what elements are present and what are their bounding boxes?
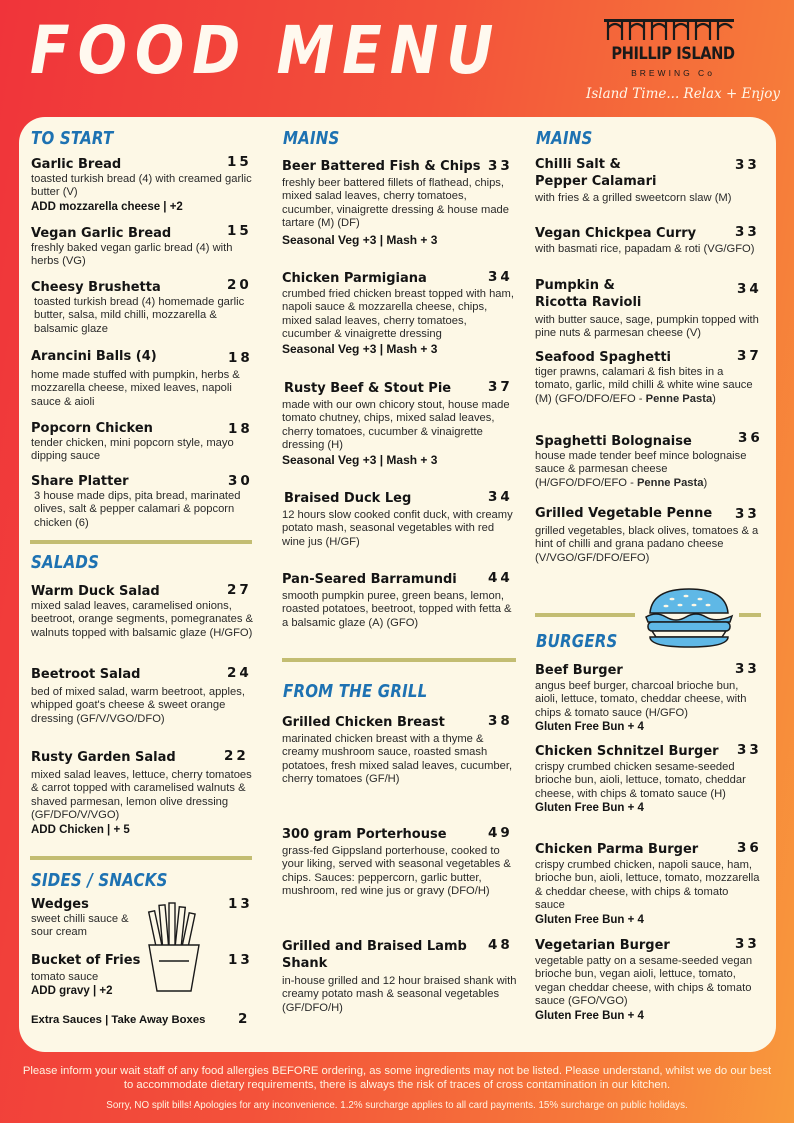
item-desc: mixed salad leaves, caramelised onions, beetroot, orange segments, pomegranates & walnuts topped with balsamic glaze (H/GFO)	[31, 600, 254, 639]
item-desc: grilled vegetables, black olives, tomatoes & a hint of chilli and grana padano cheese (V/VGO/GF/DFO/EFO)	[535, 525, 759, 564]
item-desc: made with our own chicory stout, house made tomato chutney, chips, mixed salad leaves, cherry tomatoes, cucumber & vinaigrette dressing (H)	[282, 399, 510, 452]
item-desc: crispy crumbed chicken, napoli sauce, ham, brioche bun, aioli, lettuce, tomato, mozzarella & cheddar cheese, with chips & tomato sauce	[535, 859, 760, 912]
item-extra: ADD gravy | +2	[31, 985, 113, 998]
item-extra: Seasonal Veg +3 | Mash + 3	[282, 452, 438, 467]
item-price: 36	[738, 430, 763, 446]
bridge-icon	[604, 16, 734, 40]
menu-item	[282, 490, 518, 549]
item-name: Seafood Spaghetti	[535, 350, 672, 365]
item-price: 24	[227, 665, 252, 681]
item-price: 2	[238, 1011, 251, 1027]
item-price: 15	[227, 154, 252, 170]
item-price: 36	[737, 840, 762, 856]
item-price: 33	[735, 224, 760, 240]
item-name: Pumpkin & Ricotta Ravioli	[535, 278, 642, 310]
menu-item	[31, 156, 256, 215]
item-extra: Seasonal Veg +3 | Mash + 3	[282, 341, 438, 356]
item-name: Grilled Chicken Breast	[282, 715, 445, 730]
billing-notice: Sorry, NO split bills! Apologies for any inconvenience. 1.2% surcharge applies to all card payments. 15% surcharge on public holidays.	[106, 1100, 688, 1111]
item-name: Grilled and Braised Lamb Shank	[282, 939, 467, 971]
item-desc: house made tender beef mince bolognaise sauce & parmesan cheese	[535, 450, 747, 476]
item-name: Garlic Bread	[31, 157, 122, 172]
item-desc: smooth pumpkin puree, green beans, lemon, roasted potatoes, beetroot, topped with fetta & a balsamic glaze (A) (GFO)	[282, 590, 512, 629]
menu-item	[282, 571, 518, 630]
item-name: Popcorn Chicken	[31, 421, 153, 436]
menu-item	[282, 270, 518, 357]
item-desc: 12 hours slow cooked confit duck, with creamy potato mash, seasonal vegetables with red wine jus (H/GF)	[282, 509, 513, 548]
item-desc: toasted turkish bread (4) with creamed garlic butter (V)	[31, 173, 252, 199]
item-desc: in-house grilled and 12 hour braised shank with creamy potato mash & seasonal vegetables (GF/DFO/H)	[282, 975, 517, 1014]
item-price: 37	[488, 379, 513, 395]
item-diet: (M) (GFO/DFO/EFO - Penne Pasta)	[535, 392, 716, 405]
item-name: Pan-Seared Barramundi	[282, 572, 457, 587]
item-name: 300 gram Porterhouse	[282, 827, 447, 842]
item-name: Warm Duck Salad	[31, 584, 160, 599]
item-name: Extra Sauces | Take Away Boxes	[31, 1014, 206, 1026]
item-price: 33	[735, 936, 760, 952]
item-price: 13	[228, 896, 253, 912]
item-name: Chilli Salt & Pepper Calamari	[535, 157, 657, 189]
item-extra: ADD Chicken | + 5	[31, 823, 130, 836]
item-desc: tomato sauce	[31, 971, 99, 983]
menu-item	[282, 826, 518, 899]
menu-item	[31, 896, 256, 940]
item-price: 44	[488, 570, 513, 586]
item-desc: freshly baked vegan garlic bread (4) with herbs (VG)	[31, 242, 233, 268]
item-name: Beef Burger	[535, 663, 623, 678]
menu-item	[31, 583, 256, 640]
divider	[739, 613, 761, 617]
item-name: Wedges	[31, 897, 89, 912]
menu-item	[535, 841, 761, 928]
item-price: 48	[488, 937, 513, 953]
heading-salads: SALADS	[31, 553, 100, 573]
item-name: Braised Duck Leg	[284, 491, 412, 506]
item-desc: crispy crumbed chicken sesame-seeded brioche bun, aioli, lettuce, tomato, cheddar cheese, with chips & tomato sauce (H)	[535, 761, 746, 800]
item-name: Rusty Beef & Stout Pie	[284, 381, 452, 396]
tagline: Island Time... Relax + Enjoy	[586, 86, 781, 102]
menu-item	[535, 743, 761, 816]
menu-panel	[19, 117, 776, 1052]
item-name: Grilled Vegetable Penne	[535, 506, 713, 521]
item-price: 15	[227, 223, 252, 239]
menu-item	[31, 473, 256, 530]
menu-item	[31, 749, 256, 838]
menu-item	[31, 348, 256, 409]
menu-item	[31, 666, 256, 726]
divider	[30, 540, 252, 544]
item-price: 34	[737, 281, 762, 297]
item-price: 33	[488, 158, 513, 174]
divider	[535, 613, 635, 617]
menu-item	[535, 277, 761, 341]
item-desc: angus beef burger, charcoal brioche bun, aioli, lettuce, tomato, cheddar cheese, with chips & tomato sauce (H/GFO)	[535, 680, 747, 719]
menu-item	[535, 662, 761, 735]
heading-mains-2: MAINS	[536, 129, 593, 149]
item-desc: freshly beer battered fillets of flathead, chips, mixed salad leaves, cherry tomatoes, cucumber, vinaigrette dressing & house made tartare (M) (DF)	[282, 177, 509, 230]
item-price: 20	[227, 277, 252, 293]
item-desc: sweet chilli sauce & sour cream	[31, 913, 129, 939]
menu-item	[535, 225, 761, 256]
menu-item	[282, 158, 518, 248]
heading-mains: MAINS	[283, 129, 340, 149]
item-extra: Gluten Free Bun + 4	[535, 802, 644, 815]
menu-item	[535, 505, 761, 565]
item-desc: mixed salad leaves, lettuce, cherry tomatoes & carrot topped with caramelised walnuts & shaved parmesan, lemon olive dressing (GF/DFO/V/VGO)	[31, 769, 252, 822]
item-name: Beer Battered Fish & Chips	[282, 159, 481, 174]
item-desc: 3 house made dips, pita bread, marinated olives, salt & pepper calamari & popcorn chicken (6)	[34, 490, 241, 529]
menu-item	[31, 279, 256, 336]
item-desc: tender chicken, mini popcorn style, mayo dipping sauce	[31, 437, 234, 463]
item-price: 13	[228, 952, 253, 968]
item-price: 37	[737, 348, 762, 364]
item-desc: bed of mixed salad, warm beetroot, apples, whipped goat's cheese & sweet orange dressing (GF/V/VGO/DFO)	[31, 686, 245, 725]
item-desc: with fries & a grilled sweetcorn slaw (M)	[535, 192, 732, 204]
item-desc: grass-fed Gippsland porterhouse, cooked to your liking, served with seasonal vegetables & chips. Sauces: peppercorn, garlic butter, mushroom, red wine jus or gravy (DFO/H)	[282, 845, 511, 898]
item-name: Bucket of Fries	[31, 953, 141, 968]
item-price: 38	[488, 713, 513, 729]
heading-sides: SIDES / SNACKS	[31, 871, 168, 891]
brand-sub: BREWING Co	[631, 68, 715, 78]
brand-name: PHILLIP ISLAND	[611, 44, 735, 64]
item-price: 18	[228, 421, 253, 437]
menu-item	[282, 938, 518, 1015]
menu-item	[31, 225, 256, 269]
item-diet: (H/GFO/DFO/EFO - Penne Pasta)	[535, 476, 708, 489]
item-extra: Gluten Free Bun + 4	[535, 1009, 644, 1022]
item-name: Spaghetti Bolognaise	[535, 434, 692, 449]
item-name: Chicken Schnitzel Burger	[535, 744, 719, 759]
allergy-notice: Please inform your wait staff of any food allergies BEFORE ordering, as some ingredients may not be listed. Please understand, whilst we do our best to accommodate dietary requirements, there is always the risk of traces of cross contamination in our kitchen.	[22, 1065, 772, 1091]
item-name: Chicken Parma Burger	[535, 842, 699, 857]
item-price: 30	[228, 473, 253, 489]
item-desc: vegetable patty on a sesame-seeded vegan brioche bun, vegan aioli, lettuce, tomato, vegan cheddar cheese, with chips & tomato sauce (GFO/VGO)	[535, 955, 753, 1008]
menu-item	[282, 380, 518, 468]
item-price: 34	[488, 269, 513, 285]
menu-item	[282, 714, 518, 787]
item-name: Arancini Balls (4)	[31, 349, 157, 364]
menu-item	[535, 430, 763, 490]
item-desc: with butter sauce, sage, pumpkin topped with pine nuts & parmesan cheese (V)	[535, 314, 759, 340]
menu-item	[535, 349, 761, 406]
heading-grill: FROM THE GRILL	[283, 682, 428, 702]
item-price: 33	[735, 661, 760, 677]
item-price: 22	[224, 748, 249, 764]
item-price: 33	[735, 506, 760, 522]
item-desc: toasted turkish bread (4) homemade garlic butter, salsa, mild chilli, mozzarella & balsamic glaze	[34, 296, 245, 335]
item-extra: Gluten Free Bun + 4	[535, 721, 644, 734]
item-extra: ADD mozzarella cheese | +2	[31, 200, 183, 213]
item-desc: marinated chicken breast with a thyme & creamy mushroom sauce, roasted smash potatoes, fresh mixed salad leaves, cucumber, cherry tomatoes (GF/H)	[282, 733, 513, 786]
item-price: 18	[228, 350, 253, 366]
menu-item	[31, 1013, 256, 1028]
item-price: 34	[488, 489, 513, 505]
menu-item	[535, 937, 761, 1024]
menu-item	[31, 420, 256, 464]
item-desc: home made stuffed with pumpkin, herbs & mozzarella cheese, mixed leaves, napoli sauce & aioli	[31, 369, 240, 408]
item-desc: tiger prawns, calamari & fish bites in a tomato, garlic, mild chilli & white wine sauce	[535, 366, 753, 392]
item-name: Vegan Garlic Bread	[31, 226, 172, 241]
item-name: Rusty Garden Salad	[31, 750, 176, 765]
item-price: 33	[735, 157, 760, 173]
item-price: 49	[488, 825, 513, 841]
heading-burgers: BURGERS	[536, 632, 618, 652]
heading-to-start: TO START	[31, 129, 114, 149]
menu-title: FOOD MENU	[30, 12, 502, 89]
divider	[282, 658, 516, 662]
divider	[30, 856, 252, 860]
menu-item	[31, 952, 256, 999]
item-desc: crumbed fried chicken breast topped with ham, napoli sauce & mozzarella cheese, chips, mixed salad leaves, cherry tomatoes, cucumber & vinaigrette dressing	[282, 288, 514, 341]
item-name: Chicken Parmigiana	[282, 271, 427, 286]
item-name: Share Platter	[31, 474, 129, 489]
menu-item	[535, 156, 761, 205]
item-price: 33	[737, 742, 762, 758]
burger-icon	[642, 587, 736, 649]
item-extra: Seasonal Veg +3 | Mash + 3	[282, 232, 438, 247]
item-name: Vegan Chickpea Curry	[535, 226, 697, 241]
item-name: Vegetarian Burger	[535, 938, 670, 953]
item-price: 27	[227, 582, 252, 598]
item-name: Beetroot Salad	[31, 667, 141, 682]
item-desc: with basmati rice, papadam & roti (VG/GFO)	[535, 243, 755, 255]
item-extra: Gluten Free Bun + 4	[535, 913, 644, 926]
item-name: Cheesy Brushetta	[31, 280, 161, 295]
